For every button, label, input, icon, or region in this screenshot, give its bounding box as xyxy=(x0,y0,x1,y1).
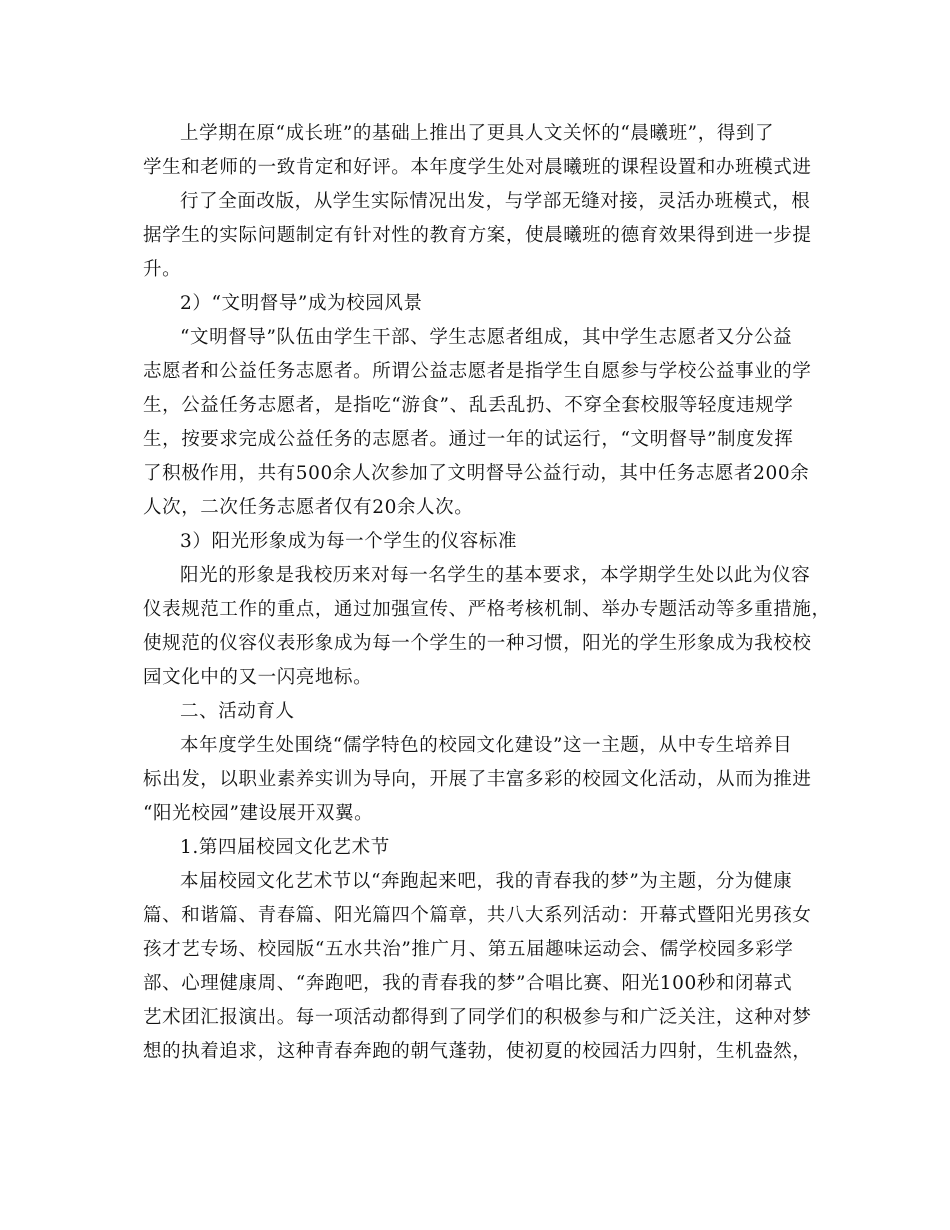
text-line: 仪表规范工作的重点，通过加强宣传、严格考核机制、举办专题活动等多重措施， xyxy=(143,599,831,620)
text-line: 篇、和谐篇、青春篇、阳光篇四个篇章，共八大系列活动：开幕式暨阳光男孩女 xyxy=(143,905,812,926)
section-heading: 2）“文明督导”成为校园风景 xyxy=(180,293,423,314)
text-line: 想的执着追求，这种青春奔跑的朝气蓬勃，使初夏的校园活力四射，生机盎然， xyxy=(143,1041,812,1062)
section-heading: 3）阳光形象成为每一个学生的仪容标准 xyxy=(180,531,518,552)
text-line: 升。 xyxy=(143,259,182,280)
text-line: 部、心理健康周、“奔跑吧，我的青春我的梦”合唱比赛、阳光100秒和闭幕式 xyxy=(143,973,793,994)
text-line: 使规范的仪容仪表形象成为每一个学生的一种习惯，阳光的学生形象成为我校校 xyxy=(143,633,812,654)
text-line: 了积极作用，共有500余人次参加了文明督导公益行动，其中任务志愿者200余 xyxy=(143,463,810,484)
text-line: “文明督导”队伍由学生干部、学生志愿者组成，其中学生志愿者又分公益 xyxy=(180,327,793,348)
text-line: 孩才艺专场、校园版“五水共治”推广月、第五届趣味运动会、儒学校园多彩学 xyxy=(143,939,794,960)
text-line: 学生和老师的一致肯定和好评。本年度学生处对晨曦班的课程设置和办班模式进 xyxy=(143,157,812,178)
text-line: 生，公益任务志愿者，是指吃“游食”、乱丢乱扔、不穿全套校服等轻度违规学 xyxy=(143,395,794,416)
section-heading: 二、活动育人 xyxy=(180,701,295,722)
text-line: 行了全面改版，从学生实际情况出发，与学部无缝对接，灵活办班模式，根 xyxy=(180,191,811,212)
text-line: 艺术团汇报演出。每一项活动都得到了同学们的积极参与和广泛关注，这种对梦 xyxy=(143,1007,812,1028)
text-line: 志愿者和公益任务志愿者。所谓公益志愿者是指学生自愿参与学校公益事业的学 xyxy=(143,361,812,382)
text-line: 生，按要求完成公益任务的志愿者。通过一年的试运行，“文明督导”制度发挥 xyxy=(143,429,794,450)
text-line: 据学生的实际问题制定有针对性的教育方案，使晨曦班的德育效果得到进一步提 xyxy=(143,225,812,246)
text-line: 标出发，以职业素养实训为导向，开展了丰富多彩的校园文化活动，从而为推进 xyxy=(143,769,812,790)
text-line: 园文化中的又一闪亮地标。 xyxy=(143,667,373,688)
text-line: 人次，二次任务志愿者仅有20余人次。 xyxy=(143,497,474,518)
section-heading: 1.第四届校园文化艺术节 xyxy=(180,837,390,858)
text-line: 阳光的形象是我校历来对每一名学生的基本要求，本学期学生处以此为仪容 xyxy=(180,565,811,586)
text-line: 上学期在原“成长班”的基础上推出了更具人文关怀的“晨曦班”，得到了 xyxy=(180,123,775,144)
text-line: 本届校园文化艺术节以“奔跑起来吧，我的青春我的梦”为主题，分为健康 xyxy=(180,871,793,892)
text-line: 本年度学生处围绕“儒学特色的校园文化建设”这一主题，从中专生培养目 xyxy=(180,735,793,756)
text-line: “阳光校园”建设展开双翼。 xyxy=(143,803,374,824)
